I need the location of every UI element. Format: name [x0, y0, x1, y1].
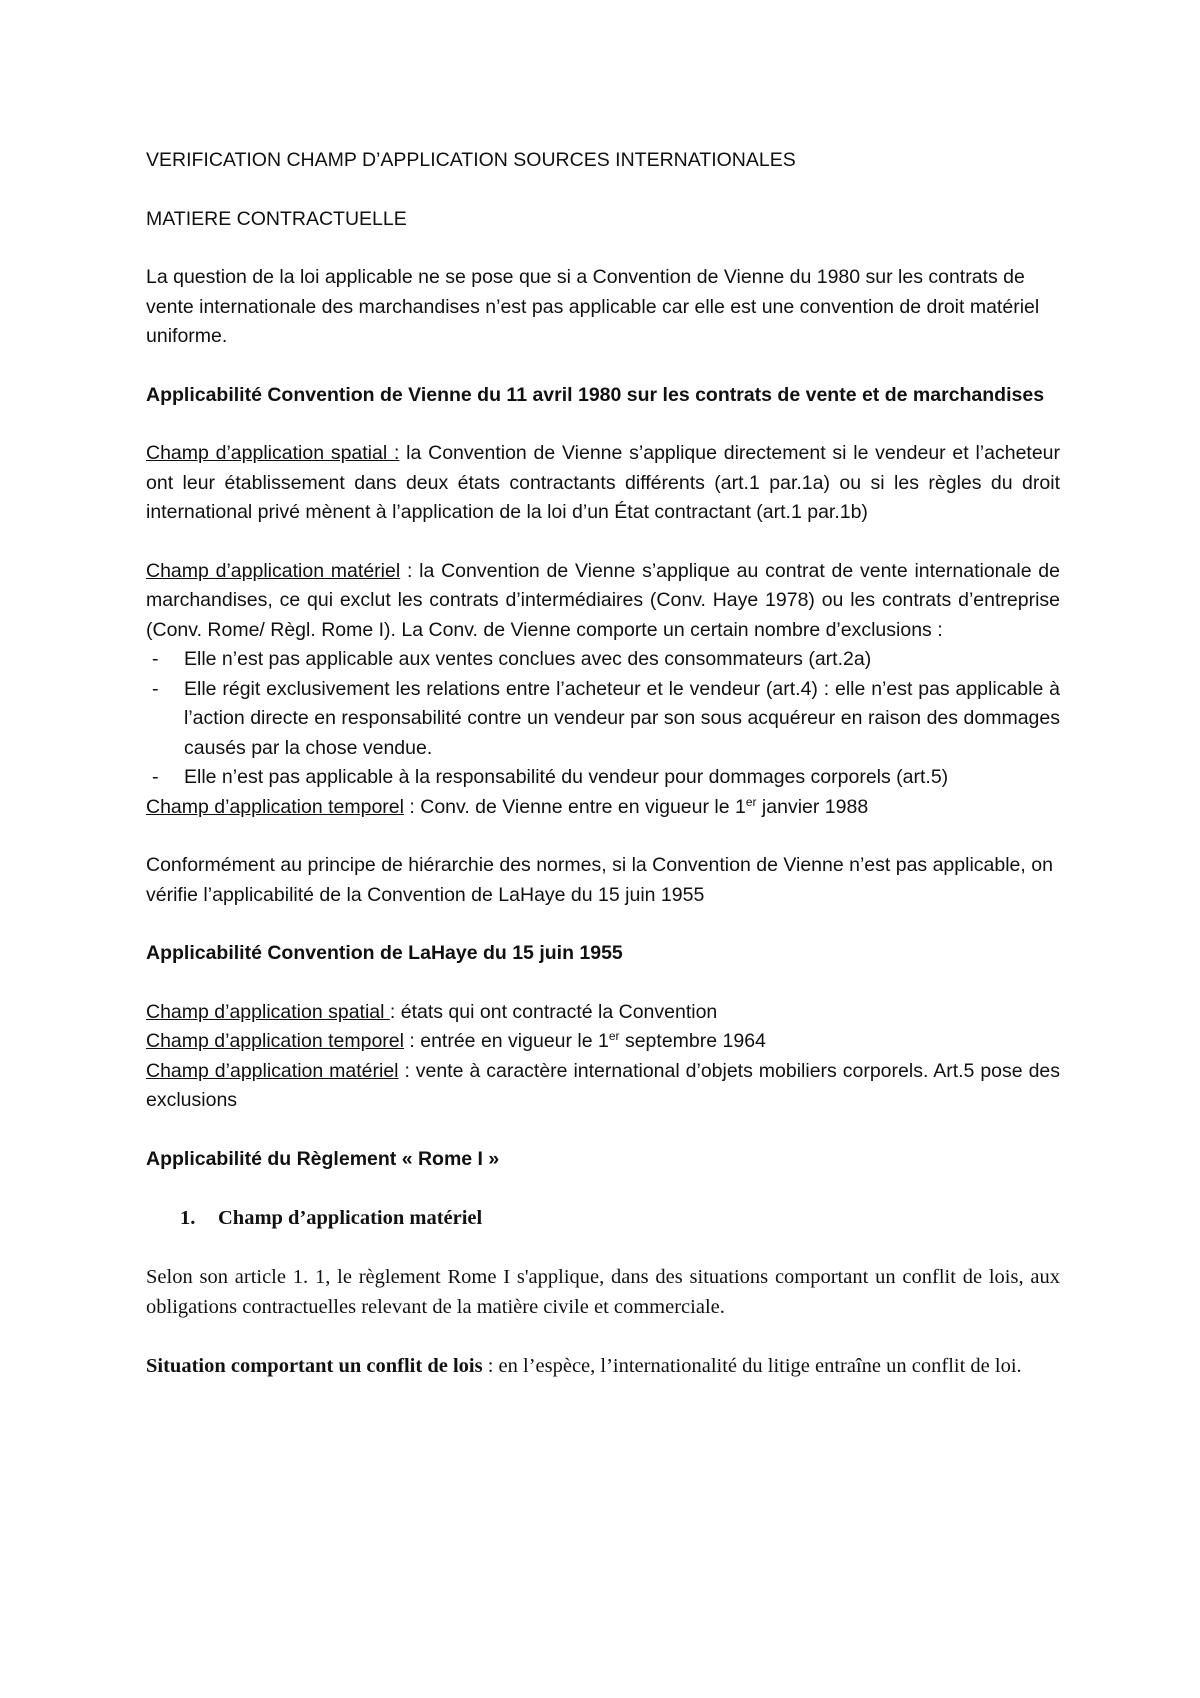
lahaye-spatial-text: : états qui ont contracté la Convention	[389, 1000, 718, 1023]
section-title: Champ d’application matériel	[218, 1207, 483, 1229]
lahaye-temporel-label: Champ d’application temporel	[146, 1030, 404, 1052]
vienne-temporel-label: Champ d’application temporel	[146, 795, 404, 818]
vienne-temporel-paragraph	[146, 793, 1060, 823]
rome-section-heading	[180, 1203, 1060, 1233]
vienne-temporel-text: : Conv. de Vienne entre en vigueur le 1	[403, 795, 746, 818]
lahaye-materiel-label: Champ d’application matériel	[146, 1059, 399, 1082]
rome-heading: Applicabilité du Règlement « Rome I »	[146, 1147, 500, 1170]
exclusions-list	[146, 645, 1060, 793]
transition-paragraph: Conformément au principe de hiérarchie des normes, si la Convention de Vienne n’est pas applicable, on vérifie l’applicabilité de la Convention de LaHaye du 15 juin 1955	[146, 854, 1053, 906]
lahaye-temporel-text: : entrée en vigueur le 1	[403, 1030, 609, 1052]
situation-text: : en l’espèce, l’internationalité du litige entraîne un conflit de loi.	[482, 1355, 1022, 1377]
lahaye-spatial-line	[146, 998, 1060, 1028]
section-number: 1.	[180, 1207, 196, 1229]
lahaye-temporel-line	[146, 1027, 1060, 1057]
vienne-temporel-date: janvier 1988	[756, 795, 869, 818]
vienne-spatial-label: Champ d’application spatial :	[146, 442, 400, 464]
situation-label: Situation comportant un conflit de lois	[146, 1355, 483, 1377]
vienne-materiel-text: : la Convention de Vienne s’applique au contrat de vente internationale de marchandises, ce qui exclut les contrats d’intermédiaires (Conv. Haye 1978) ou les contrats d’entreprise (Conv. Rome/ Règl. Rome I). La Conv. de Vienne comporte un certain nombre d’exclusions :	[146, 559, 1060, 641]
vienne-spatial-text: la Convention de Vienne s’applique directement si le vendeur et l’acheteur ont leur établissement dans deux états contractants différents (art.1 par.1a) ou si les règles du droit international privé mènent à l’application de la loi d’un État contractant (art.1 par.1b)	[146, 442, 1061, 523]
list-item: - Elle régit exclusivement les relations entre l’acheteur et le vendeur (art.4) : elle n’est pas applicable à l’action directe en responsabilité contre un vendeur par son sous acquéreur en raison des dommages causés par la chose vendue.	[184, 675, 1060, 764]
lahaye-materiel-text: : vente à caractère international d’objets mobiliers corporels. Art.5 pose des exclusions	[146, 1059, 1061, 1111]
lahaye-heading: Applicabilité Convention de LaHaye du 15 juin 1955	[146, 942, 623, 964]
rome-situation-paragraph	[146, 1351, 1060, 1381]
lahaye-temporel-date: septembre 1964	[619, 1030, 766, 1052]
list-item: - Elle n’est pas applicable à la responsabilité du vendeur pour dommages corporels (art.5)	[184, 763, 1060, 793]
vienne-materiel-paragraph	[146, 557, 1060, 646]
lahaye-materiel-line	[146, 1057, 1060, 1116]
vienne-spatial-paragraph	[146, 439, 1060, 528]
vienne-materiel-label: Champ d’application matériel	[146, 559, 401, 582]
vienne-heading: Applicabilité Convention de Vienne du 11 avril 1980 sur les contrats de vente et de marchandises	[146, 383, 1045, 406]
ordinal-superscript: er	[608, 1029, 620, 1043]
rome-paragraph: Selon son article 1. 1, le règlement Rome I s'applique, dans des situations comportant un conflit de lois, aux obligations contractuelles relevant de la matière civile et commerciale.	[146, 1266, 1060, 1318]
lahaye-spatial-label: Champ d’application spatial	[146, 1000, 390, 1023]
intro-paragraph: La question de la loi applicable ne se pose que si a Convention de Vienne du 1980 sur les contrats de vente internationale des marchandises n’est pas applicable car elle est une convention de droit matériel uniforme.	[146, 266, 1040, 347]
ordinal-superscript: er	[745, 794, 757, 809]
document-title: VERIFICATION CHAMP D’APPLICATION SOURCES INTERNATIONALES	[146, 149, 796, 171]
document-subtitle: MATIERE CONTRACTUELLE	[146, 207, 407, 230]
list-item: - Elle n’est pas applicable aux ventes conclues avec des consommateurs (art.2a)	[184, 645, 1060, 675]
